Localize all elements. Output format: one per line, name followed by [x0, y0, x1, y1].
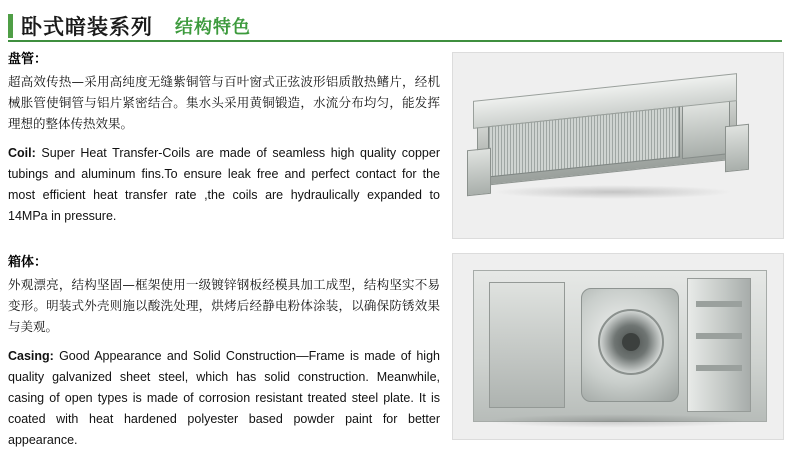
section-casing-paragraph-en [8, 346, 440, 451]
page-subtitle: 结构特色 [175, 17, 251, 38]
text-column [8, 48, 440, 469]
header-divider [8, 40, 782, 42]
casing-photo [452, 253, 784, 440]
section-casing-title-en: Casing: [8, 349, 54, 363]
coil-photo [452, 52, 784, 239]
section-casing-title-cn: 箱体： [8, 255, 48, 270]
coil-shadow [493, 185, 733, 199]
blower-housing-shape [581, 288, 679, 402]
section-coil [8, 48, 440, 227]
page-content [0, 48, 790, 447]
section-casing [8, 251, 440, 451]
coil-header-shape [682, 98, 730, 159]
casing-rail-shape [687, 278, 751, 412]
section-coil-body-cn: 超高效传热—采用高纯度无缝紫铜管与百叶窗式正弦波形铝质散热鳍片，经机械胀管使铜管与铝片紧密结合。集水头采用黄铜锻造，水流分布均匀，能发挥理想的整体传热效果。 [8, 74, 440, 131]
section-coil-title-cn: 盘管： [8, 52, 48, 67]
section-coil-title-en: Coil: [8, 146, 36, 160]
section-coil-paragraph-en [8, 143, 440, 227]
casing-shadow [487, 414, 747, 428]
blower-wheel-shape [598, 309, 664, 375]
casing-slot [696, 301, 742, 307]
blower-hub-shape [622, 333, 640, 351]
casing-slot [696, 333, 742, 339]
casing-photo-graphic [453, 254, 783, 439]
coil-photo-graphic [453, 53, 783, 238]
coil-bracket-right [725, 124, 749, 173]
section-casing-body-cn: 外观漂亮，结构坚固—框架使用一级镀锌钢板经模具加工成型，结构坚实不易变形。明装式外壳则施以酸洗处理，烘烤后经静电粉体涂装，以确保防锈效果与美观。 [8, 277, 440, 334]
header-accent-bar [8, 14, 13, 38]
section-coil-body-en: Super Heat Transfer-Coils are made of seamless high quality copper tubings and aluminum fins.To ensure leak free and perfect contact for the most efficient heat transfer rate ,the coils are hydraulically expanded to 14MPa in pressure. [8, 146, 440, 223]
coil-bracket-left [467, 148, 491, 197]
casing-slot [696, 365, 742, 371]
page-header [0, 8, 790, 44]
casing-side-plate [489, 282, 565, 408]
section-casing-body-en: Good Appearance and Solid Construction—Frame is made of high quality galvanized sheet steel, which has solid construction. Meanwhile, casing of open types is made of corrosion resistant treated steel plate. It is coated with heat hardened polyester based powder paint for better appearance. [8, 349, 440, 447]
page-title: 卧式暗装系列 [21, 15, 153, 39]
